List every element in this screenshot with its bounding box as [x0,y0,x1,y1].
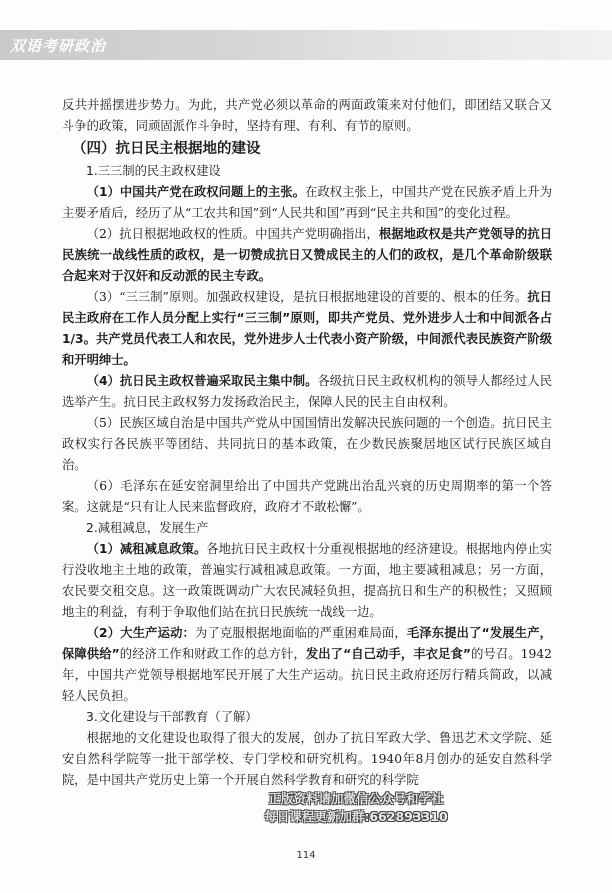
paragraph-1-text: 在政权主张上，中国共产党在民族矛盾上升为主要矛盾后，经历了从“工农共和国”到“人民共和国”再到“民主共和国”的变化过程。 [62,185,552,220]
section-title: （四）抗日民主根据地的建设 [72,141,261,157]
paragraph-8-text-1: 为了克服根据地面临的严重困难局面， [195,626,407,640]
paragraph-2 [62,224,552,287]
paragraph-3-lead: （3）“三三制”原则。加强政权建设，是抗日根据地建设的首要的、根本的任务。 [86,290,528,304]
paragraph-8-bold-1: （2）大生产运动： [86,626,195,640]
subsection-title-2: 2.减租减息，发展生产 [86,521,209,535]
watermark-line-1: 正版资料请加微信公众号和学社 [268,791,444,806]
paragraph-6: （6）毛泽东在延安窑洞里给出了中国共产党跳出治乱兴衰的历史周期率的第一个答案。这就是“只有让人民来监督政府，政府才不敢松懈”。 [62,479,552,514]
watermark [256,790,456,826]
subsection-title-1: 1.三三制的民主政权建设 [86,164,221,178]
paragraph-4 [62,371,552,413]
paragraph-8-bold-2: 毛泽东提出了“发展生产，保障供给” [62,626,552,661]
paragraph-8 [62,623,552,707]
paragraph-7-text: 各地抗日民主政权十分重视根据地的经济建设。根据地内停止实行没收地主土地的政策，普遍实行减租减息政策。一方面，地主要减租减息；另一方面，农民要交租交息。这一政策既调动广大农民减轻负担，提高抗日和生产的积极性；又照顾地主的利益，有利于争取他们站在抗日民族统一战线一边。 [62,542,552,619]
paragraph-7 [62,539,552,623]
page-content [62,95,552,791]
header-banner [0,30,612,60]
paragraph-2-lead: （2）抗日根据地政权的性质。中国共产党明确指出， [86,227,379,241]
paragraph-3-bold: 抗日民主政府在工作人员分配上实行“三三制”原则，即共产党员、党外进步人士和中间派各占1/3。共产党员代表工人和农民，党外进步人士代表小资产阶级，中间派代表民族资产阶级和开明绅士。 [62,290,552,367]
paragraph-2-bold: 根据地政权是共产党领导的抗日民族统一战线性质的政权，是一切赞成抗日又赞成民主的人们的政权，是几个革命阶级联合起来对于汉奸和反动派的民主专政。 [62,227,552,283]
paragraph-9: 根据地的文化建设也取得了很大的发展，创办了抗日军政大学、鲁迅艺术文学院、延安自然科学院等一批干部学校、专门学校和研究机构。1940年8月创办的延安自然科学院，是中国共产党历史上第一个开展自然科学教育和研究的科学院 [62,731,552,787]
paragraph-8-bold-3: 发出了“自己动手，丰衣足食” [305,647,471,661]
paragraph-5: （5）民族区域自治是中国共产党从中国国情出发解决民族问题的一个创造。抗日民主政权实行各民族平等团结、共同抗日的基本政策，在少数民族聚居地区试行民族区域自治。 [62,416,552,472]
paragraph-8-text-3: 的号召。1942年，中国共产党领导根据地军民开展了大生产运动。抗日民主政府还厉行精兵简政，以减轻人民负担。 [62,647,552,703]
paragraph-4-bold: （4）抗日民主政权普遍采取民主集中制。 [86,374,318,388]
paragraph-8-text-2: 的经济工作和财政工作的总方针， [119,647,306,661]
paragraph-4-text: 各级抗日民主政权机构的领导人都经过人民选举产生。抗日民主政权努力发扬政治民主，保障人民的民主自由权利。 [62,374,552,409]
page-number: 114 [296,850,316,861]
paragraph-1 [62,182,552,224]
paragraph-3 [62,287,552,371]
paragraph-7-bold: （1）减租减息政策。 [86,542,207,556]
subsection-title-3: 3.文化建设与干部教育（了解） [86,710,258,724]
paragraph-1-bold: （1）中国共产党在政权问题上的主张。 [86,185,306,199]
watermark-line-2: 每日课程更新加群:662893310 [264,809,448,824]
banner-title: 双语考研政治 [10,37,107,55]
intro-paragraph: 反共并摇摆进步势力。为此，共产党必须以革命的两面政策来对付他们，即团结又联合又斗争的政策，同顽固派作斗争时，坚持有理、有利、有节的原则。 [62,98,552,133]
